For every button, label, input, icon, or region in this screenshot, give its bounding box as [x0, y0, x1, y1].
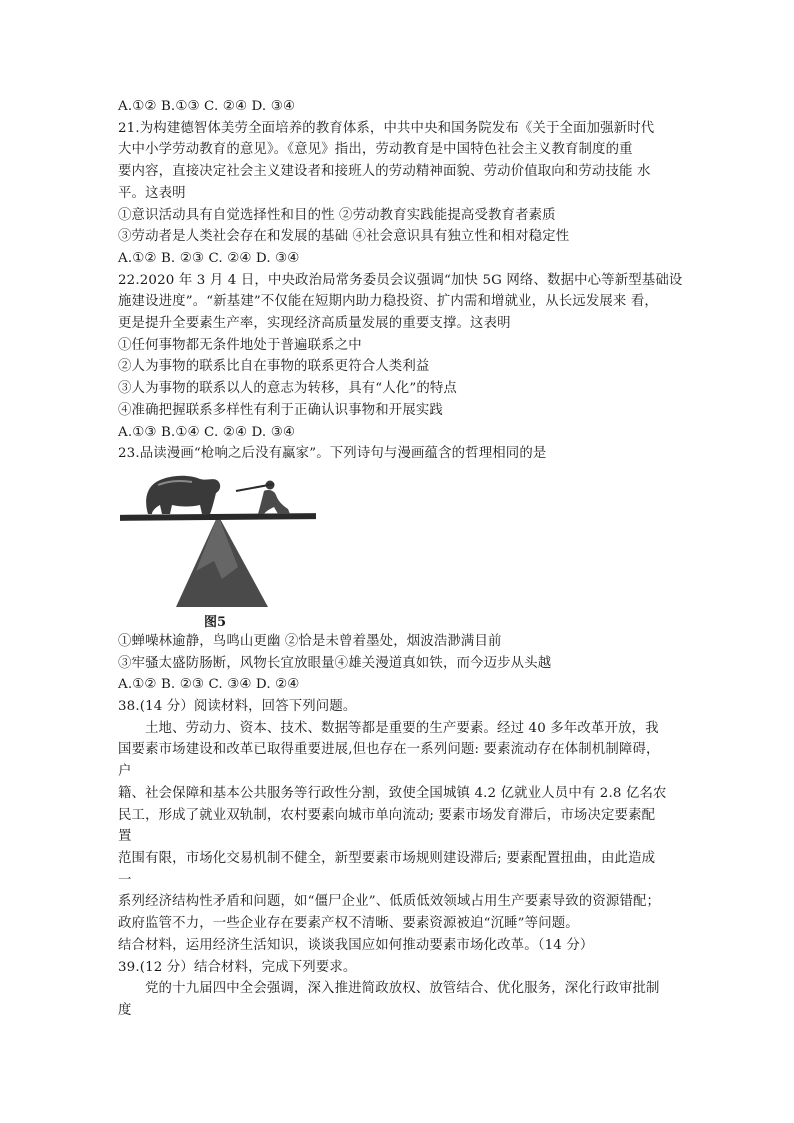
q38-material-9: 系列经济结构性矛盾和问题，如“僵尸企业”、低质低效领域占用生产要素导致的资源错配； — [118, 894, 661, 910]
q23-choice-34: ③牢骚太盛防肠断，风物长宜放眼量④雄关漫道真如铁，而今迈步从头越 — [118, 655, 552, 671]
q38-header: 38.(14 分）阅读材料，回答下列问题。 — [118, 699, 357, 715]
q23-stem: 23.品读漫画“枪响之后没有赢家”。下列诗句与漫画蕴含的哲理相同的是 — [118, 446, 547, 462]
q21-stem-3: 要内容，直接决定社会主义建设者和接班人的劳动精神面貌、劳动价值取向和劳动技能 水 — [118, 164, 651, 180]
q21-stem-4: 平。这表明 — [118, 185, 186, 201]
q38-material-5: 民工，形成了就业双轨制，农村要素向城市单向流动; 要素市场发育滞后，市场决定要素配 — [118, 807, 656, 823]
q22-choice-1: ①任何事物都无条件地处于普遍联系之中 — [118, 337, 362, 353]
seesaw-plank — [120, 513, 316, 521]
q38-material-4: 籍、社会保障和基本公共服务等行政性分割，致使全国城镇 4.2 亿就业人员中有 2.8 亿名农 — [118, 785, 667, 801]
q38-material-7: 范围有限，市场化交易机制不健全，新型要素市场规则建设滞后; 要素配置扭曲，由此造成 — [118, 850, 656, 866]
cartoon-figure — [118, 471, 318, 631]
q22-choice-3: ③人为事物的联系以人的意志为转移，具有“人化”的特点 — [118, 381, 457, 397]
q39-header: 39.(12 分）结合材料，完成下列要求。 — [118, 959, 357, 975]
exam-page — [118, 96, 690, 1022]
q38-material-10: 政府监管不力，一些企业存在要素产权不清晰、要素资源被迫“沉睡”等问题。 — [118, 916, 579, 932]
q21-stem-2: 大中小学劳动教育的意见》。《意见》指出，劳动教育是中国特色社会主义教育制度的重 — [118, 142, 633, 158]
q38-material-1: 土地、劳动力、资本、技术、数据等都是重要的生产要素。经过 40 多年改革开放，我 — [145, 720, 659, 736]
q38-material-8: 一 — [118, 872, 132, 888]
q22-stem-3: 更是提升全要素生产率，实现经济高质量发展的重要支撑。这表明 — [118, 316, 511, 332]
q38-material-2: 国要素市场建设和改革已取得重要进展,但也存在一系列问题: 要素流动存在体制机制障碍， — [118, 742, 660, 758]
q22-options: A.①③ B.①④ C. ②④ D. ③④ — [118, 424, 296, 440]
q22-stem-2: 施建设进度”。“新基建”不仅能在短期内助力稳投资、扩内需和增就业，从长远发展来 看， — [118, 294, 658, 310]
q23-options: A.①② B. ②③ C. ③④ D. ②④ — [118, 677, 300, 693]
q38-question: 结合材料，运用经济生活知识，谈谈我国应如何推动要素市场化改革。（14 分） — [118, 937, 594, 953]
q39-material-1: 党的十九届四中全会强调，深入推进简政放权、放管结合、优化服务，深化行政审批制 — [145, 981, 660, 997]
q38-material-3: 户 — [118, 764, 132, 780]
q21-stem-1: 21.为构建德智体美劳全面培养的教育体系，中共中央和国务院发布《关于全面加强新时代 — [118, 120, 655, 136]
figure-caption: 图5 — [204, 614, 227, 630]
q22-choice-4: ④准确把握联系多样性有利于正确认识事物和开展实践 — [118, 402, 443, 418]
q21-choice-12: ①意识活动具有自觉选择性和目的性 ②劳动教育实践能提高受教育者素质 — [118, 207, 556, 223]
q38-material-6: 置 — [118, 829, 132, 845]
cartoon-image — [118, 471, 318, 611]
q20-options: A.①② B.①③ C. ②④ D. ③④ — [118, 99, 296, 114]
q39-material-2: 度 — [118, 1002, 132, 1018]
q21-choice-34: ③劳动者是人类社会存在和发展的基础 ④社会意识具有独立性和相对稳定性 — [118, 229, 570, 245]
q21-options: A.①② B. ②③ C. ②④ D. ③④ — [118, 250, 300, 266]
hunter-body — [258, 490, 290, 514]
q22-choice-2: ②人为事物的联系比自在事物的联系更符合人类利益 — [118, 359, 430, 375]
q22-stem-1: 22.2020 年 3 月 4 日，中央政治局常务委员会议强调“加快 5G 网络、数据中心等新型基础设 — [118, 272, 683, 288]
q23-choice-12: ①蝉噪林逾静，鸟鸣山更幽 ②恰是未曾着墨处，烟波浩渺满目前 — [118, 633, 502, 649]
